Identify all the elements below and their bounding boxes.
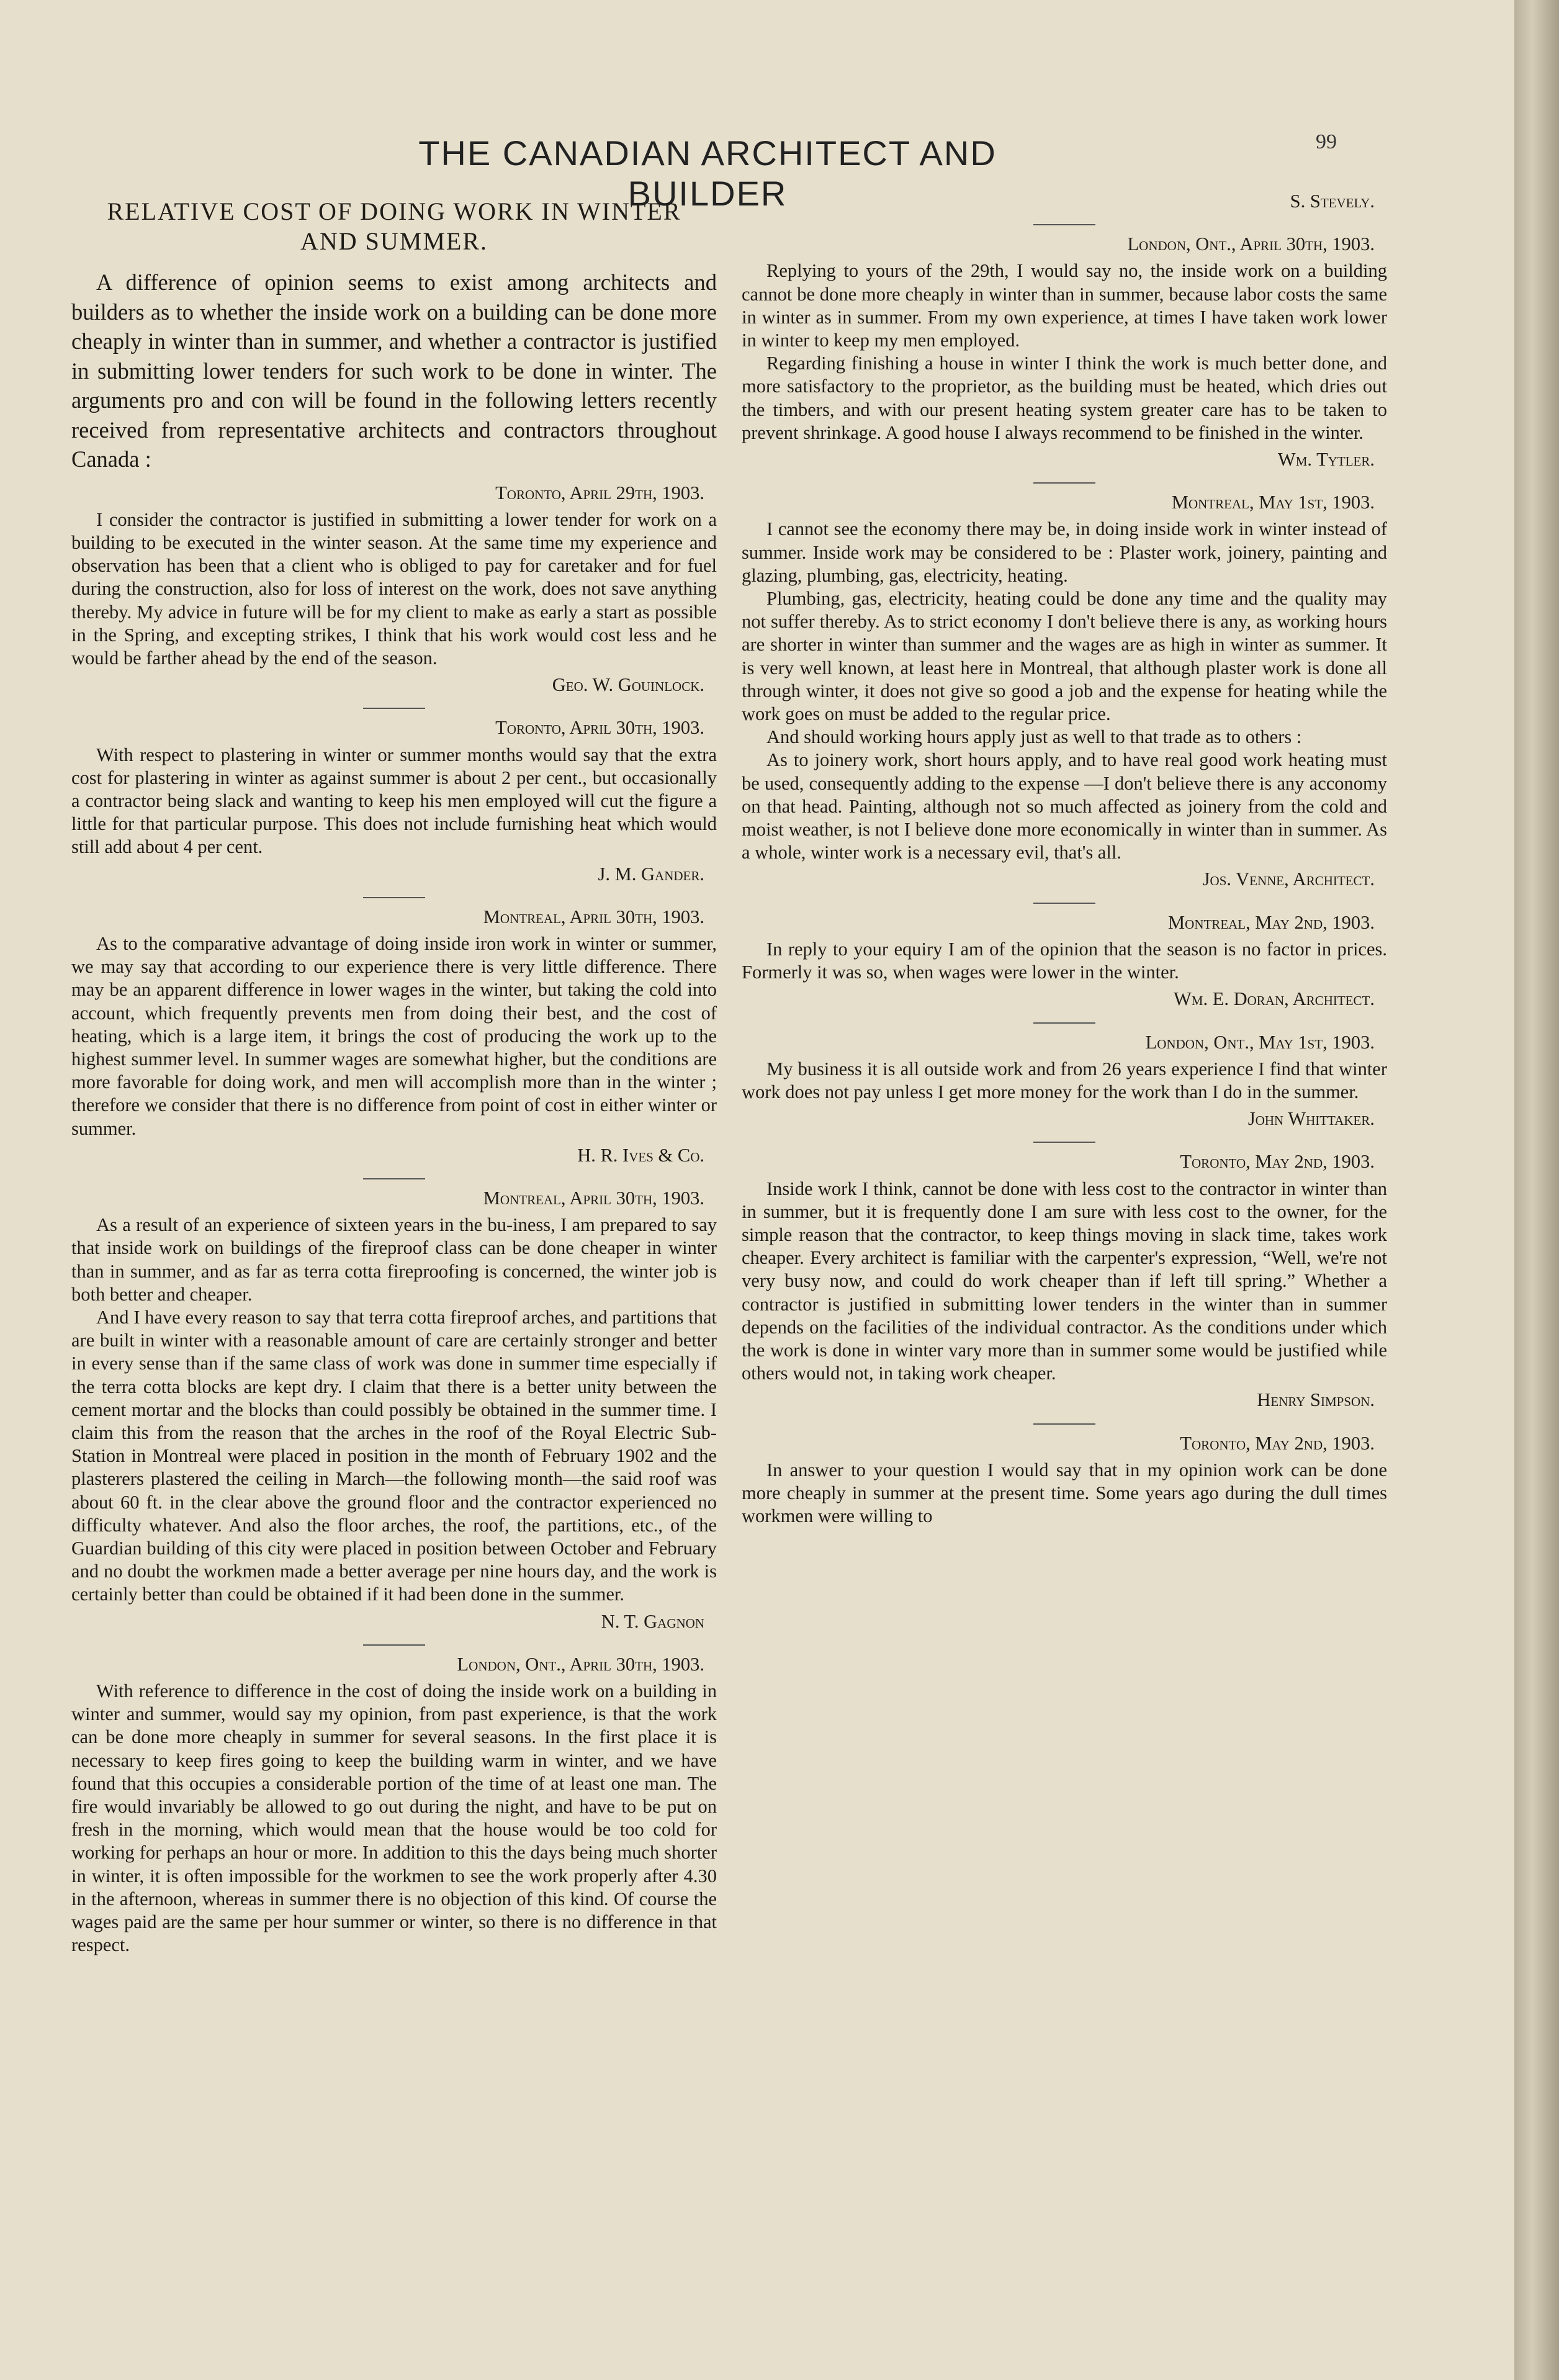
letter-dateline: Toronto, May 2nd, 1903.	[1180, 1151, 1375, 1173]
page-binding-edge	[1514, 0, 1559, 2380]
letter-paragraph: I cannot see the economy there may be, in doing inside work in winter instead of summer. Inside work may be considered to be : Plaster work, joinery, painting and glazing, plumbing, gas, electricity, heating.	[742, 518, 1387, 586]
letter-paragraph: In answer to your question I would say that in my opinion work can be done more cheaply in summer at the present time. Some years ago during the dull times workmen were willing to	[742, 1459, 1387, 1527]
letter-paragraph: Plumbing, gas, electricity, heating could be done any time and the quality may not suffer thereby. As to strict economy I don't believe there is any, as working hours are shorter in winter than summer and the wages are as high in winter as summer. It is very well known, at least here in Montreal, that although plaster work is done all through winter, it does not give so good a job and the expense for heating while the work goes on must be added to the regular price.	[742, 588, 1387, 725]
letter	[71, 716, 717, 885]
letter-signature: Henry Simpson.	[1257, 1389, 1375, 1411]
separator-rule	[363, 708, 425, 709]
separator-rule	[1033, 482, 1095, 484]
separator-rule	[363, 897, 425, 898]
letter-paragraph: And I have every reason to say that terra cotta fireproof arches, and partitions that are built in winter with a reasonable amount of care are certainly stronger and better in every sense than if the same class of work was done in summer time especially if the terra cotta blocks are kept dry. I claim that there is a better unity between the cement mortar and the blocks than could possibly be obtained in the summer time. I claim this from the reason that the arches in the roof of the Royal Electric Sub-Station in Montreal were placed in position in the month of February 1902 and the plasterers plastered the ceiling in March—the following month—the said roof was about 60 ft. in the clear above the ground floor and the contractor experienced no difficulty whatever. And also the floor arches, the roof, the partitions, etc., of the Guardian building of this city were placed in position between October and February and no doubt the workmen made a better average per nine hours day, and the work is certainly better than could be obtained if it had been done in the summer.	[71, 1307, 717, 1605]
letter-paragraph: In reply to your equiry I am of the opinion that the season is no factor in prices. Formerly it was so, when wages were lower in the winter.	[742, 938, 1387, 983]
separator-rule	[1033, 224, 1095, 225]
separator-rule	[363, 1178, 425, 1179]
letter-signature: N. T. Gagnon	[601, 1610, 704, 1632]
letter	[742, 1031, 1387, 1131]
letter	[71, 1187, 717, 1633]
letter-continuation	[742, 190, 1387, 213]
letter	[71, 482, 717, 697]
letter-paragraph: As to joinery work, short hours apply, and to have real good work heating must be used, consequently adding to the expense —I don't believe there is any acconomy on that head. Painting, although not so much affected as joinery from the cold and moist weather, is not I believe done more economically in winter than in summer. As a whole, winter work is a necessary evil, that's all.	[742, 749, 1387, 863]
letter-signature: Wm. E. Doran, Architect.	[1173, 988, 1375, 1010]
letter-signature: Jos. Venne, Architect.	[1202, 868, 1375, 890]
letter-signature: Geo. W. Gouinlock.	[552, 674, 704, 696]
page-number: 99	[1316, 130, 1337, 153]
separator-rule	[1033, 1022, 1095, 1024]
letter-signature: J. M. Gander.	[598, 863, 704, 885]
letter-paragraph: Regarding finishing a house in winter I think the work is much better done, and more satisfactory to the proprietor, as the building must be heated, which dries out the timbers, and with our present heating system greater care has to be taken to prevent shrinkage. A good house I always recommend to be finished in the winter.	[742, 353, 1387, 443]
letter-paragraph: And should working hours apply just as well to that trade as to others :	[766, 726, 1302, 748]
right-column	[742, 186, 1387, 1528]
letter-dateline: Montreal, May 2nd, 1903.	[1168, 911, 1375, 933]
separator-rule	[363, 1644, 425, 1646]
letter-paragraph: With reference to difference in the cost of doing the inside work on a building in winter and summer, would say my opinion, from past experience, is that the work can be done more cheaply in summer for several seasons. In the first place it is necessary to keep fires going to keep the building warm in winter, and we have found that this occupies a considerable portion of the time of at least one man. The fire would invariably be allowed to go out during the night, and have to be put on fresh in the morning, which would mean that the house would be too cold for working for perhaps an hour or more. In addition to this the days being much shorter in winter, it is often impossible for the workmen to see the work properly after 4.30 in the afternoon, whereas in summer there is no objection of this kind. Of course the wages paid are the same per hour summer or winter, so there is no difference in that respect.	[71, 1680, 717, 1956]
letter-paragraph: Inside work I think, cannot be done with less cost to the contractor in winter than in summer, but it is frequently done I am sure with less cost to the owner, for the simple reason that the contractor, to keep things moving in slack time, takes work cheaper. Every architect is familiar with the carpenter's expression, “Well, we're not very busy now, and could do work cheaper than if left till spring.” Whether a contractor is justified in submitting lower tenders in the winter than in summer depends on the facilities of the individual contractor. As the conditions under which the work is done in winter vary more than in summer some would be justified while others would not, in taking work cheaper.	[742, 1178, 1387, 1384]
separator-rule	[1033, 1423, 1095, 1425]
letter-paragraph: As to the comparative advantage of doing inside iron work in winter or summer, we may say that according to our experience there is very little difference. There may be an apparent difference in lower wages in the winter, but taking the cold into account, which frequently prevents men from doing their best, and the cost of heating, which is a large item, it brings the cost of producing the work up to the highest summer level. In summer wages are somewhat higher, but the conditions are more favorable for doing work, and men will accomplish more than in the winter ; therefore we consider that there is no difference from point of cost in either winter or summer.	[71, 932, 717, 1139]
letter-dateline: London, Ont., May 1st, 1903.	[1145, 1031, 1375, 1053]
letter	[742, 233, 1387, 471]
letter-paragraph: Replying to yours of the 29th, I would say no, the inside work on a building cannot be done more cheaply in winter than in summer, because labor costs the same in winter as in summer. From my own experience, at times I have taken work lower in winter to keep my men employed.	[742, 260, 1387, 351]
letter-dateline: London, Ont., April 30th, 1903.	[457, 1653, 704, 1675]
letter-paragraph: As a result of an experience of sixteen years in the bu-iness, I am prepared to say that inside work on buildings of the fireproof class can be done cheaper in winter than in summer, and as far as terra cotta fireproofing is concerned, the winter job is both better and cheaper.	[71, 1214, 717, 1305]
letter-dateline: Montreal, April 30th, 1903.	[483, 906, 704, 927]
letter-paragraph: With respect to plastering in winter or summer months would say that the extra cost for plastering in winter as against summer is about 2 per cent., but occasionally a contractor being slack and wanting to keep his men employed will cut the figure a little for that particular purpose. This does not include furnishing heat which would still add about 4 per cent.	[71, 744, 717, 858]
separator-rule	[1033, 1142, 1095, 1143]
letter-paragraph: My business it is all outside work and from 26 years experience I find that winter work does not pay unless I get more money for the work than I do in the summer.	[742, 1058, 1387, 1102]
letter-dateline: Toronto, April 29th, 1903.	[495, 482, 704, 503]
letter-signature: John Whittaker.	[1247, 1108, 1375, 1130]
letter-paragraph: I consider the contractor is justified in submitting a lower tender for work on a building to be executed in the winter season. At the same time my experience and observation has been that a client who is obliged to pay for caretaker and for fuel during the construction, also for loss of interest on the work, does not save anything thereby. My advice in future will be for my client to make as early a start as possible in the Spring, and excepting strikes, I think that his work would cost less and he would be farther ahead by the end of the season.	[71, 508, 717, 669]
letter	[742, 911, 1387, 1011]
letter-dateline: Montreal, May 1st, 1903.	[1171, 492, 1375, 513]
letter-dateline: Montreal, April 30th, 1903.	[483, 1187, 704, 1209]
letter	[742, 491, 1387, 891]
separator-rule	[1033, 903, 1095, 904]
letter-signature: Wm. Tytler.	[1277, 449, 1375, 471]
letter	[742, 1150, 1387, 1412]
letter	[742, 1432, 1387, 1528]
letter-signature: S. Stevely.	[1290, 191, 1375, 212]
letter-dateline: Toronto, April 30th, 1903.	[495, 717, 704, 739]
letter-signature: H. R. Ives & Co.	[577, 1144, 704, 1166]
letter-dateline: London, Ont., April 30th, 1903.	[1127, 233, 1375, 255]
letter	[71, 1653, 717, 1957]
article-title: RELATIVE COST OF DOING WORK IN WINTER AND SUMMER.	[107, 197, 681, 255]
article-intro: A difference of opinion seems to exist among architects and builders as to whether the inside work on a building can be done more cheaply in winter than in summer, and whether a contractor is justified in submitting lower tenders for such work to be done in winter. The arguments pro and con will be found in the following letters recently received from representative architects and contractors throughout Canada :	[71, 269, 717, 472]
letter-dateline: Toronto, May 2nd, 1903.	[1180, 1432, 1375, 1454]
left-column	[71, 189, 717, 1957]
masthead: THE CANADIAN ARCHITECT AND BUILDER	[418, 133, 997, 213]
letter	[71, 906, 717, 1167]
